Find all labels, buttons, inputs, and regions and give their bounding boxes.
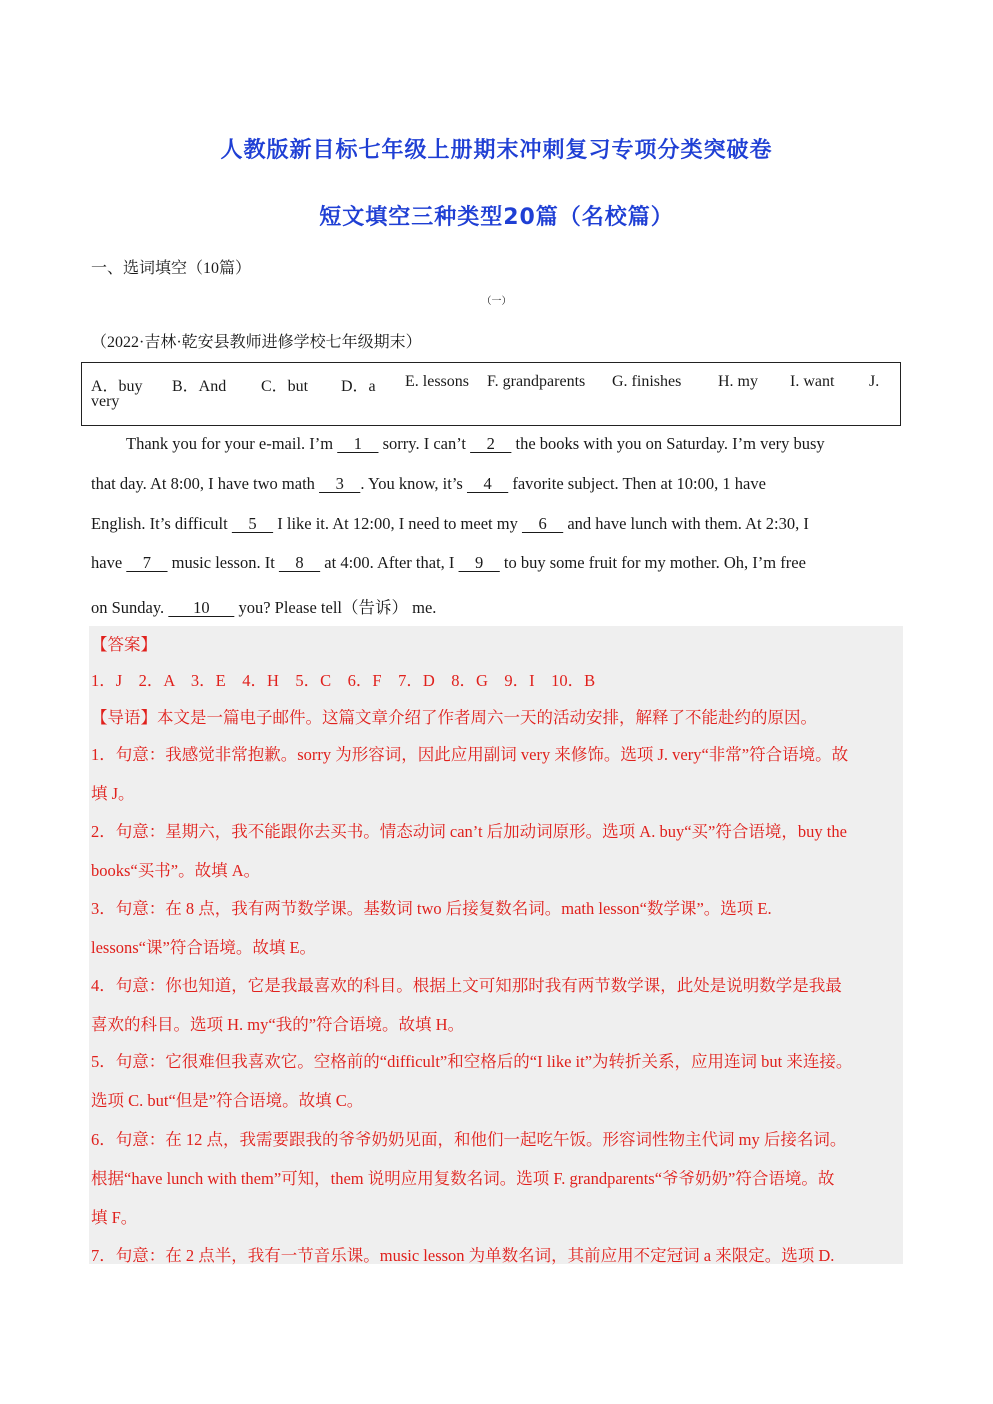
blank-10: 10 (168, 598, 235, 617)
option-b: B．And (172, 378, 227, 395)
blank-3: 3 (319, 474, 361, 493)
option-g: G. finishes (612, 373, 682, 390)
explanation-6-line-2: 根据“have lunch with them”可知，them 说明应用复数名词。选项 F. grandparents“爷爷奶奶”符合语境。故 (91, 1169, 835, 1188)
passage-line-5: on Sunday. 10 you? Please tell（告诉） me. (91, 598, 437, 617)
explanation-1-line-2: 填 J。 (91, 784, 135, 803)
passage-line-3: English. It’s difficult 5 I like it. At 12:00, I need to meet my 6 and have lunch with them. At 2:30, I (91, 514, 809, 533)
passage-line-1: Thank you for your e-mail. I’m 1 sorry. I can’t 2 the books with you on Saturday. I’m very busy (126, 434, 825, 453)
section-heading: 一、选词填空（10篇） (91, 260, 252, 277)
blank-4: 4 (466, 474, 509, 493)
guide-text: 【导语】本文是一篇电子邮件。这篇文章介绍了作者周六一天的活动安排，解释了不能赴约的原因。 (91, 708, 817, 727)
passage-line-4: have 7 music lesson. It 8 at 4:00. After that, I 9 to buy some fruit for my mother. Oh, I’m free (91, 553, 806, 572)
explanation-2-line-2: books“买书”。故填 A。 (91, 861, 261, 880)
option-c: C．but (261, 378, 309, 395)
option-d: D．a (341, 378, 376, 395)
document-title: 人教版新目标七年级上册期末冲刺复习专项分类突破卷 (220, 138, 773, 163)
option-i: I. want (790, 373, 835, 390)
word-options-box (81, 362, 901, 426)
option-a: A．buy (91, 378, 143, 395)
explanation-4-line-2: 喜欢的科目。选项 H. my“我的”符合语境。故填 H。 (91, 1015, 465, 1034)
explanation-7-line-1: 7．句意：在 2 点半，我有一节音乐课。music lesson 为单数名词，其前应用不定冠词 a 来限定。选项 D. (91, 1246, 835, 1265)
blank-7: 7 (126, 553, 168, 572)
blank-5: 5 (231, 514, 274, 533)
explanation-6-line-3: 填 F。 (91, 1208, 138, 1227)
explanation-4-line-1: 4．句意：你也知道，它是我最喜欢的科目。根据上文可知那时我有两节数学课，此处是说明数学是我最 (91, 976, 842, 995)
passage-line-2: that day. At 8:00, I have two math 3 . You know, it’s 4 favorite subject. Then at 10:00, 1 have (91, 474, 766, 493)
blank-6: 6 (521, 514, 564, 533)
blank-2: 2 (470, 434, 512, 453)
blank-8: 8 (278, 553, 321, 572)
option-e: E. lessons (405, 373, 469, 390)
explanation-5-line-1: 5．句意：它很难但我喜欢它。空格前的“difficult”和空格后的“I like it”为转折关系，应用连词 but 来连接。 (91, 1052, 853, 1071)
passage-source: （2022·吉林·乾安县教师进修学校七年级期末） (91, 334, 422, 351)
passage-number: （一） (481, 296, 512, 307)
blank-1: 1 (337, 434, 379, 453)
explanation-3-line-1: 3．句意：在 8 点，我有两节数学课。基数词 two 后接复数名词。math lesson“数学课”。选项 E. (91, 899, 772, 918)
explanation-3-line-2: lessons“课”符合语境。故填 E。 (91, 938, 317, 957)
option-j-word: very (91, 393, 120, 410)
explanation-5-line-2: 选项 C. but“但是”符合语境。故填 C。 (91, 1091, 364, 1110)
answer-keys: 1．J 2．A 3．E 4．H 5．C 6．F 7．D 8．G 9．I 10．B (91, 671, 596, 690)
answer-label: 【答案】 (91, 635, 157, 654)
option-f: F. grandparents (487, 373, 586, 390)
option-h: H. my (718, 373, 758, 390)
option-j-letter: J. (869, 373, 880, 390)
explanation-6-line-1: 6．句意：在 12 点，我需要跟我的爷爷奶奶见面，和他们一起吃午饭。形容词性物主代词 my 后接名词。 (91, 1130, 847, 1149)
explanation-1-line-1: 1．句意：我感觉非常抱歉。sorry 为形容词，因此应用副词 very 来修饰。选项 J. very“非常”符合语境。故 (91, 745, 849, 764)
document-subtitle: 短文填空三种类型20篇（名校篇） (319, 205, 674, 230)
explanation-2-line-1: 2．句意：星期六，我不能跟你去买书。情态动词 can’t 后加动词原形。选项 A. buy“买”符合语境，buy the (91, 822, 847, 841)
blank-9: 9 (458, 553, 500, 572)
